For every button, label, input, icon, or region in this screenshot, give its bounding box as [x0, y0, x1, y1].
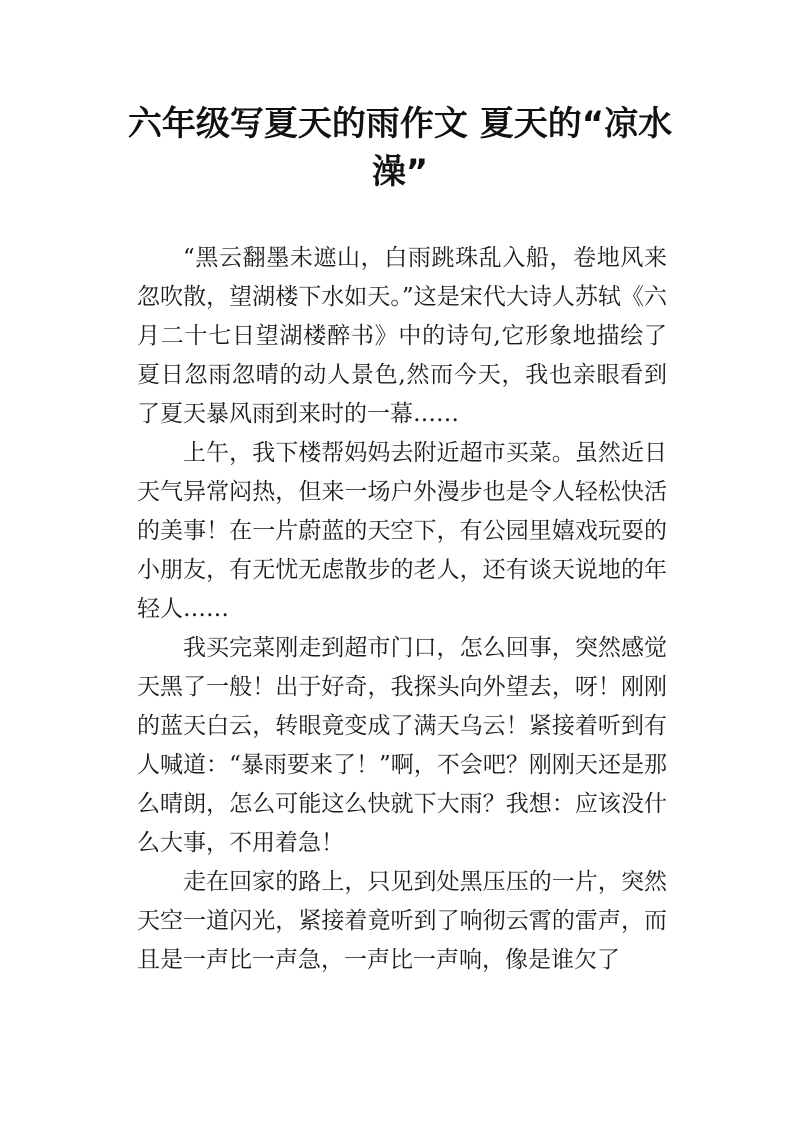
paragraph-2: 上午，我下楼帮妈妈去附近超市买菜。虽然近日天气异常闷热，但来一场户外漫步也是令人轻松快活的美事！在一片蔚蓝的天空下，有公园里嬉戏玩耍的小朋友，有无忧无虑散步的老人，还有谈天说地的年轻人……: [137, 440, 667, 622]
paragraph-1: “黑云翻墨未遮山，白雨跳珠乱入船，卷地风来忽吹散，望湖楼下水如天。”这是宋代大诗人苏轼《六月二十七日望湖楼醉书》中的诗句,它形象地描绘了夏日忽雨忽晴的动人景色,然而今天，我也亲眼看到了夏天暴风雨到来时的一幕……: [137, 245, 667, 427]
document-body: [137, 239, 667, 980]
paragraph-3: 我买完菜刚走到超市门口，怎么回事，突然感觉天黑了一般！出于好奇，我探头向外望去，呀！刚刚的蓝天白云，转眼竟变成了满天乌云！紧接着听到有人喊道：“暴雨要来了！”啊，不会吧？刚刚天还是那么晴朗，怎么可能这么快就下大雨？我想：应该没什么大事，不用着急！: [137, 635, 667, 856]
paragraph-4: 走在回家的路上，只见到处黑压压的一片，突然天空一道闪光，紧接着竟听到了响彻云霄的雷声，而且是一声比一声急，一声比一声响，像是谁欠了: [137, 869, 667, 973]
document-title: 六年级写夏天的雨作文 夏天的“凉水澡”: [127, 104, 673, 192]
